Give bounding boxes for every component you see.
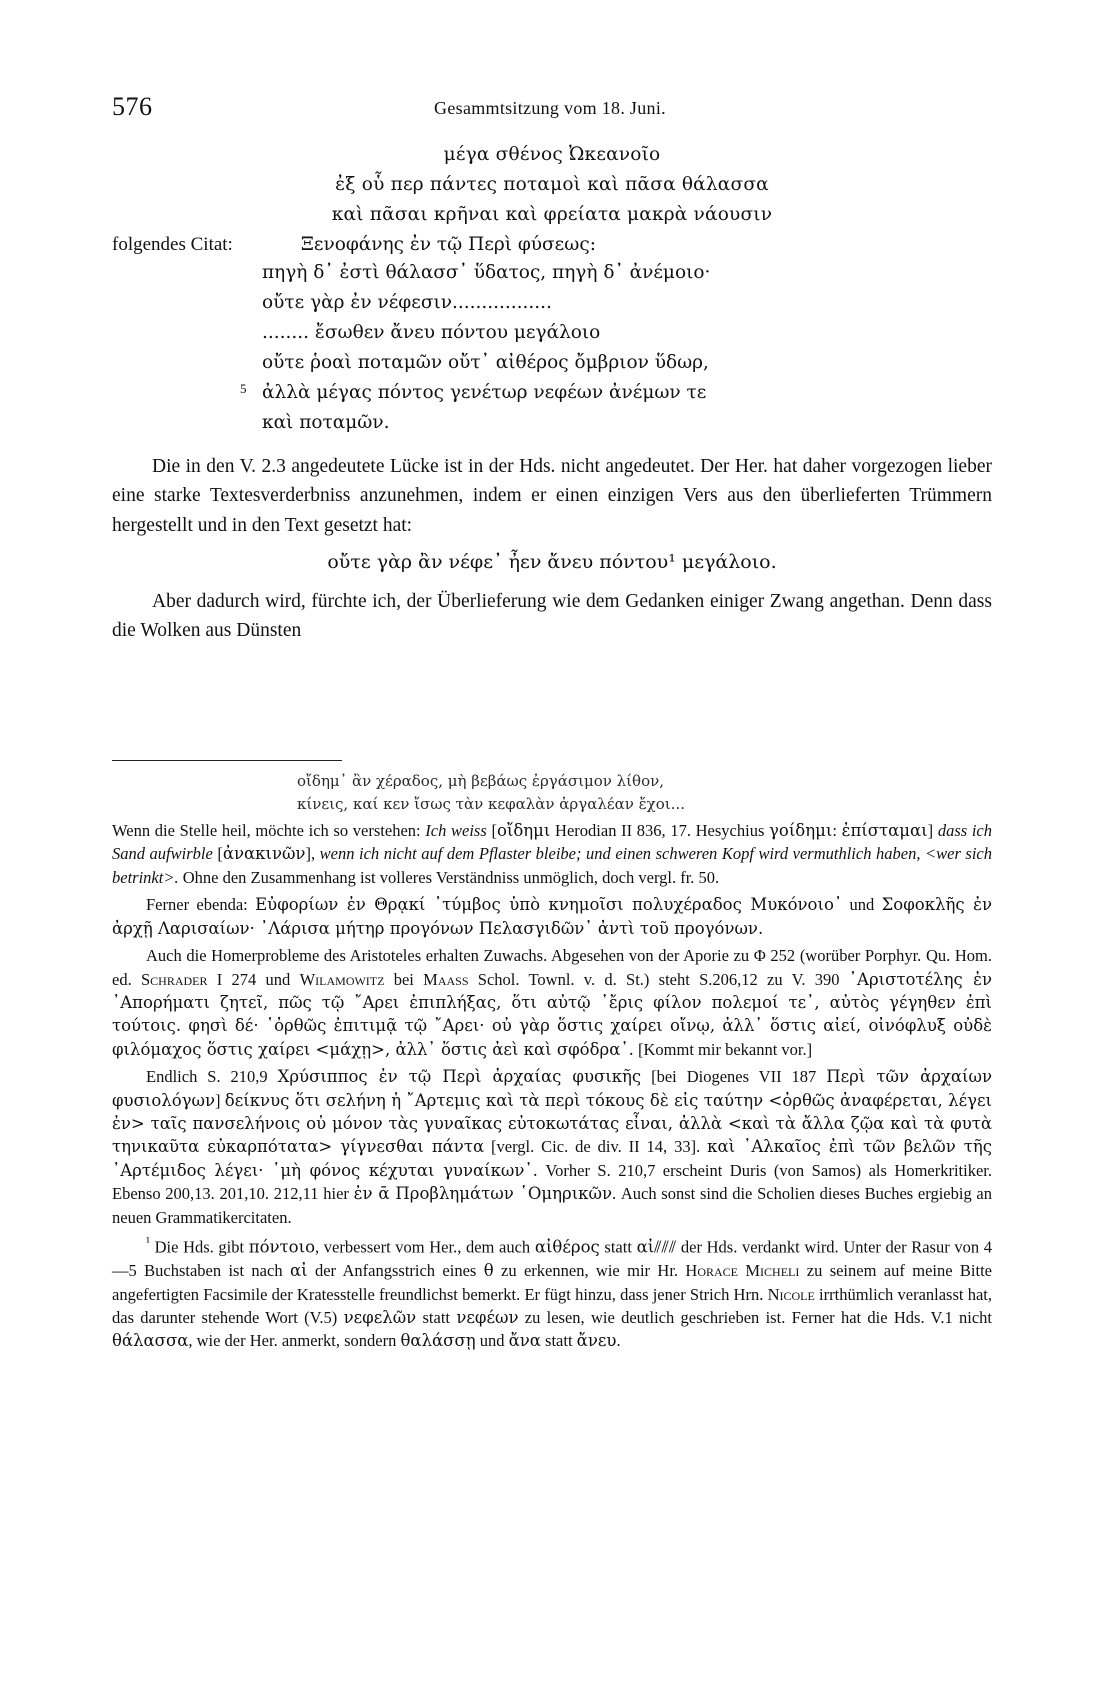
verse-line-text: οὔτε γὰρ ἐν νέφεσιν.................: [262, 291, 552, 313]
paragraph-commentary: Die in den V. 2.3 angedeutete Lücke ist in der Hds. nicht angedeutet. Der Her. hat daher vorgezogen lieber eine starke Textesverderbniss anzunehmen, indem er einen einzigen Vers aus den überlieferten Trümmern hergestellt und in den Text gesetzt hat:: [112, 455, 992, 536]
verse-line-number: 5: [240, 380, 247, 396]
footnote-greek-line: κίνεις, καί κεν ἴσως τὰν κεφαλὰν ἀργαλέαν ἔχοι...: [297, 794, 685, 813]
footnote-greek-line: οἴδημ᾽ ἂν χέραδος, μὴ βεβάως ἐργάσιμον λίθον,: [297, 772, 665, 790]
footnote-item-marked: [112, 1233, 992, 1353]
paragraph-objection: Aber dadurch wird, fürchte ich, der Überlieferung wie dem Gedanken einiger Zwang angethan. Denn dass die Wolken aus Dünsten: [112, 590, 992, 642]
verse-line-text: ........ ἔσωθεν ἄνευ πόντου μεγάλοιο: [262, 321, 601, 343]
footnotes-section: [112, 770, 992, 1353]
verse-line-text: οὔτε ῥοαὶ ποταμῶν οὔτ᾽ αἰθέρος ὄμβριον ὕδωρ,: [262, 351, 709, 373]
verse-line-text: πηγὴ δ᾽ ἐστὶ θάλασσ᾽ ὕδατος, πηγὴ δ᾽ ἀνέμοιο·: [262, 261, 711, 283]
footnote-marker: ¹: [146, 1234, 150, 1250]
citation-greek: Ξενοφάνης ἐν τῷ Περὶ φύσεως:: [300, 233, 596, 255]
footnote-item: Endlich S. 210,9 Χρύσιππος ἐν τῷ Περὶ ἀρχαίας φυσικῆς [bei Diogenes VII 187 Περὶ τῶν ἀρχαίων φυσιολόγων] δείκνυς ὅτι σελήνη ἡ ῎Αρτεμις καὶ τὰ περὶ τόκους δὲ εἰς ταύτην <ὀρθῶς ἀναφέρεται, λέγει ἐν> ταῖς πανσελήνοις οὐ μόνον τὰς γυναῖκας εὐτοκωτάτας εἶναι, ἀλλὰ <καὶ τὰ ἄλλα ζῷα καὶ τὰ φυτὰ τηνικαῦτα εὐκαρπότατα> γίγνεσθαι πάντα [vergl. Cic. de div. II 14, 33]. καὶ ᾽Αλκαῖος ἐπὶ τῶν βελῶν τῆς ᾽Αρτέμιδος λέγει· ῾μὴ φόνος κέχυται γυναίκων᾽. Vorher S. 210,7 erscheint Duris (von Samos) als Homerkritiker. Ebenso 200,13. 201,10. 212,11 hier ἐν ᾱ Προβλημάτων ῾Ομηρικῶν. Auch sonst sind die Scholien dieses Buches ergiebig an neuen Grammatikercitaten.: [112, 1067, 993, 1227]
reconstructed-verse: οὔτε γὰρ ἂν νέφε᾽ ἦεν ἄνευ πόντου¹ μεγάλοιο.: [327, 550, 777, 573]
quoted-verse-line: [262, 258, 992, 288]
verse-block-top: [112, 140, 992, 230]
verse-line-text: καὶ ποταμῶν.: [262, 411, 390, 433]
quoted-verse-line: [262, 318, 992, 348]
verse-line: ἐξ οὗ περ πάντες ποταμοὶ καὶ πᾶσα θάλασσα: [335, 173, 769, 195]
footnote-rule: [112, 760, 342, 761]
verse-line: καὶ πᾶσαι κρῆναι καὶ φρείατα μακρὰ νάουσιν: [331, 203, 773, 225]
quoted-verses: [112, 258, 992, 438]
footnote-item: Auch die Homerprobleme des Aristoteles erhalten Zuwachs. Abgesehen von der Aporie zu Φ 252 (worüber Porphyr. Qu. Hom. ed. Schrader I 274 und Wilamowitz bei Maass Schol. Townl. v. d. St.) steht S.206,12 zu V. 390 ᾽Αριστοτέλης ἐν ᾽Απορήματι ζητεῖ, πῶς τῷ ῎Αρει ἐπιπλήξας, ὅτι αὐτῷ ῾ἔρις φίλον πολεμοί τε᾽, αὐτὸς γέγηθεν ἐπὶ τούτοις. φησὶ δέ· ῾ὀρθῶς ἐπιτιμᾷ τῷ ῎Αρει· οὐ γὰρ ὅστις χαίρει οἴνῳ, ἀλλ᾽ ὅστις αἰεί, οἰνόφλυξ οὐδὲ φιλόμαχος ὅστις χαίρει <μάχῃ>, ἀλλ᾽ ὅστις ἀεὶ καὶ σφόδρα᾽. [Kommt mir bekannt vor.]: [112, 946, 992, 1059]
quoted-verse-line: [240, 378, 992, 408]
quoted-verse-line: [262, 408, 992, 438]
page-number: 576: [112, 92, 153, 121]
citation-row: [112, 234, 992, 256]
footnote-item: Wenn die Stelle heil, möchte ich so verstehen: Ich weiss [οἴδημι Herodian II 836, 17. Hesychius γοίδημι: ἐπίσταμαι] dass ich Sand aufwirble [ἀνακινῶν], wenn ich nicht auf dem Pflaster bleibe; und einen schweren Kopf wird vermuthlich haben, <wer sich betrinkt>. Ohne den Zusammenhang ist volleres Verständniss unmöglich, doch vergl. fr. 50.: [112, 821, 992, 887]
footnote-text: Die Hds. gibt πόντοιο, verbessert vom Her., dem auch αἰθέρος statt αἰ⫽⫽⫽ der Hds. verdankt wird. Unter der Rasur von 4—5 Buchstaben ist nach αἰ der Anfangsstrich eines θ zu erkennen, wie mir Hr. Horace Micheli zu seinem auf meine Bitte angefertigten Facsimile der Kratesstelle freundlichst bemerkt. Er fügt hinzu, dass jener Strich Hrn. Nicole irrthümlich veranlasst hat, das darunter stehende Wort (V.5) νεφελῶν statt νεφέων zu lesen, wie deutlich geschrieben ist. Ferner hat die Hds. V.1 nicht θάλασσα, wie der Her. anmerkt, sondern θαλάσσῃ und ἄνα statt ἄνευ.: [112, 1237, 993, 1351]
page-body: [112, 140, 992, 646]
footnote-item: Ferner ebenda: Εὐφορίων ἐν Θρᾳκί ᾽τύμβος ὑπὸ κνημοῖσι πολυχέραδος Μυκόνοιο᾽ und Σοφοκλῆς ἐν ἀρχῇ Λαρισαίων· ᾽Λάρισα μήτηρ προγόνων Πελασγιδῶν᾽ ἀντὶ τοῦ προγόνων.: [112, 895, 993, 938]
verse-line: μέγα σθένος Ὠκεανοῖο: [443, 144, 661, 165]
quoted-verse-line: [262, 288, 992, 318]
footnote-greek-head: [112, 770, 992, 815]
verse-line-text: ἀλλὰ μέγας πόντος γενέτωρ νεφέων ἀνέμων τε: [262, 381, 707, 403]
quoted-verse-line: [262, 348, 992, 378]
running-head: Gesammtsitzung vom 18. Juni.: [434, 98, 666, 118]
citation-label: folgendes Citat:: [112, 233, 233, 255]
page-header: [0, 92, 1100, 122]
